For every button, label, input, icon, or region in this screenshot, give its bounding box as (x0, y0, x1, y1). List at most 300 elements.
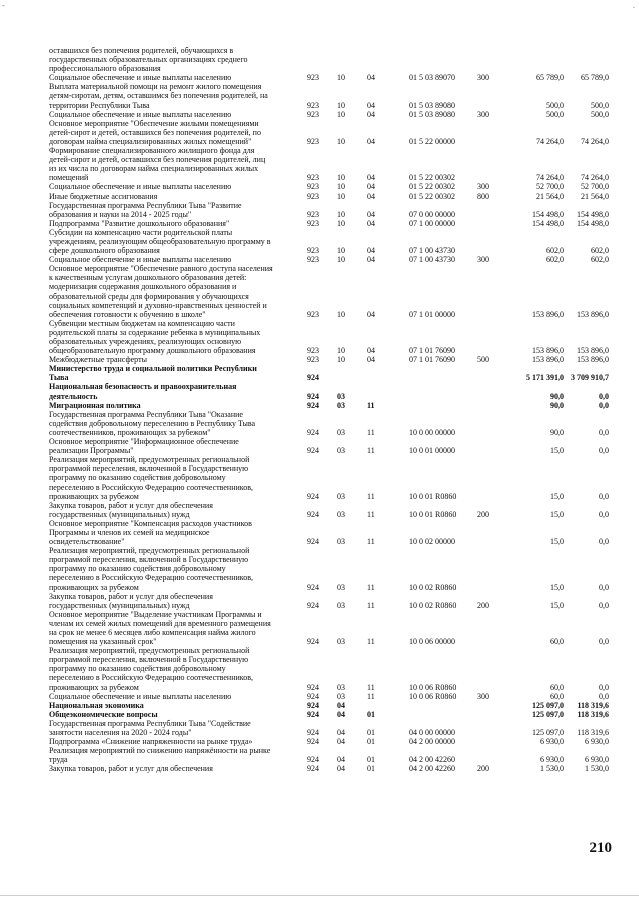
row-subsection-code: 04 (367, 109, 375, 119)
row-expense-type-code (477, 546, 509, 591)
row-expense-type-code: 300 (477, 109, 489, 119)
row-name: оставшихся без попечения родителей, обучающихся в государственных образовательных организациях среднего профессионального образования (49, 46, 248, 74)
row-amount-2: 6 930,0 (585, 755, 609, 765)
budget-table (49, 46, 609, 774)
row-ved-code: 924 (307, 400, 319, 410)
row-amount-2: 0,0 (599, 400, 609, 410)
row-amount-1: 74 264,0 (536, 173, 564, 183)
row-target-article-code: 01 5 03 89080 (409, 100, 455, 110)
row-target-article-code: 10 0 02 R0860 (409, 600, 457, 610)
row-subsection-code: 11 (367, 691, 375, 701)
row-name: Субвенции местным бюджетам на компенсацию части родительской платы за содержание ребенка в муниципальных образовательных учреждениях, реализующих основную общеобразовательную программу дошкольного образования (49, 318, 261, 356)
row-subsection-code: 04 (367, 309, 375, 319)
row-expense-type-code (477, 610, 509, 646)
row-amount-1: 153 896,0 (532, 355, 564, 365)
row-section-code: 10 (337, 191, 345, 201)
row-subsection-code: 11 (367, 600, 375, 610)
row-section-code: 10 (337, 73, 345, 83)
row-subsection-code (367, 382, 409, 400)
table-row (49, 182, 609, 191)
row-target-article-code: 10 0 00 00000 (409, 427, 455, 437)
table-row (49, 710, 609, 719)
row-amount-2: 0,0 (599, 582, 609, 592)
row-section-code: 03 (337, 446, 345, 456)
row-expense-type-code (477, 82, 509, 109)
row-section-code: 10 (337, 255, 345, 265)
row-amount-1: 60,0 (550, 691, 564, 701)
row-amount-2: 0,0 (599, 637, 609, 647)
row-ved-code: 924 (307, 691, 319, 701)
row-amount-1: 65 789,0 (536, 73, 564, 83)
table-row (49, 764, 609, 773)
table-row (49, 146, 609, 182)
row-amount-1: 60,0 (550, 682, 564, 692)
row-subsection-code: 04 (367, 73, 375, 83)
row-name: Субсидии на компенсацию части родительской платы учреждениям, реализующим общеобразовательную программу в сфере дошкольного образования (49, 227, 271, 256)
row-amount-2: 602,0 (591, 255, 609, 265)
row-name: Основное мероприятие "Компенсация расходов участников Программы и членов их семей на медицинское освидетельствование" (49, 518, 252, 547)
row-name: Закупка товаров, работ и услуг для обеспечения государственных (муниципальных) нужд (49, 500, 213, 519)
row-expense-type-code (477, 737, 509, 746)
row-target-article-code: 10 0 01 R0860 (409, 509, 457, 519)
row-name: Социальное обеспечение и иные выплаты населению (49, 182, 232, 192)
row-amount-1: 60,0 (550, 637, 564, 647)
table-row (49, 73, 609, 82)
row-ved-code: 924 (307, 491, 319, 501)
table-row (49, 501, 609, 519)
row-target-article-code: 07 1 01 00000 (409, 309, 455, 319)
row-subsection-code: 04 (367, 209, 375, 219)
row-expense-type-code (477, 119, 509, 146)
row-ved-code: 923 (307, 209, 319, 219)
row-amount-1: 15,0 (550, 537, 564, 547)
scan-corner-mark-right: . (633, 1, 635, 10)
table-row (49, 219, 609, 228)
row-target-article-code: 04 2 00 42260 (409, 764, 455, 774)
row-name: Основное мероприятие "Обеспечение равного доступа населения к качественным услугам дошкольного образования детей: модернизация содержания дошкольного образования и образовательной среды для формирования у обучающихся социальных компетенций и духовно-нравственных ценностей и обеспечения готовности к обучению в школе" (49, 264, 273, 319)
row-target-article-code: 10 0 06 00000 (409, 637, 455, 647)
row-name: Министерство труда и социальной политики Республики Тыва (49, 364, 257, 383)
row-expense-type-code: 500 (477, 355, 489, 365)
row-amount-2 (564, 46, 609, 73)
row-ved-code: 924 (307, 509, 319, 519)
row-target-article-code (409, 382, 477, 400)
row-amount-1: 15,0 (550, 582, 564, 592)
row-amount-1: 125 097,0 (532, 728, 564, 738)
row-expense-type-code (477, 319, 509, 355)
row-name: Подпрограмма "Развитие дошкольного образования" (49, 218, 230, 228)
row-name: Государственная программа Республики Тыва "Развитие образования и науки на 2014 - 2025 годы" (49, 200, 242, 219)
table-row (49, 119, 609, 146)
row-expense-type-code (477, 519, 509, 546)
row-target-article-code: 04 2 00 42260 (409, 755, 455, 765)
scan-bottom-edge (0, 895, 639, 896)
row-amount-1: 15,0 (550, 509, 564, 519)
row-target-article-code: 01 5 22 00302 (409, 182, 455, 192)
row-amount-2: 21 564,0 (581, 191, 609, 201)
row-target-article-code: 04 2 00 00000 (409, 737, 455, 747)
row-amount-2: 118 319,6 (577, 709, 609, 719)
row-expense-type-code (477, 646, 509, 691)
table-row (49, 701, 609, 710)
row-expense-type-code: 300 (477, 73, 489, 83)
row-subsection-code: 01 (367, 709, 375, 719)
row-amount-2: 0,0 (599, 537, 609, 547)
row-ved-code: 924 (307, 700, 319, 710)
row-name: Социальное обеспечение и иные выплаты населению (49, 691, 232, 701)
table-row (49, 719, 609, 737)
row-target-article-code: 01 5 22 00302 (409, 173, 455, 183)
table-row (49, 364, 609, 382)
row-amount-1: 90,0 (550, 391, 564, 401)
row-ved-code: 924 (307, 582, 319, 592)
row-name: Реализация мероприятий, предусмотренных региональной программой переселения, включенной в Государственную программу по оказанию содействия добровольному переселению в Российскую Федерацию соотечественников, проживающих за рубежом (49, 455, 254, 501)
row-ved-code: 923 (307, 109, 319, 119)
row-section-code: 04 (337, 737, 345, 747)
row-name: Закупка товаров, работ и услуг для обеспечения (49, 764, 213, 774)
row-amount-2: 500,0 (591, 100, 609, 110)
row-ved-code: 923 (307, 218, 319, 228)
row-name: Социальное обеспечение и иные выплаты населению (49, 73, 232, 83)
row-subsection-code: 11 (367, 446, 375, 456)
row-amount-2: 153 896,0 (577, 346, 609, 356)
row-amount-2: 52 700,0 (581, 182, 609, 192)
row-ved-code: 924 (307, 764, 319, 774)
row-expense-type-code (477, 455, 509, 500)
row-ved-code: 923 (307, 191, 319, 201)
row-subsection-code: 01 (367, 728, 375, 738)
row-name: Закупка товаров, работ и услуг для обеспечения государственных (муниципальных) нужд (49, 591, 213, 610)
row-expense-type-code: 200 (477, 600, 489, 610)
row-target-article-code: 07 0 00 00000 (409, 209, 455, 219)
row-section-code: 10 (337, 355, 345, 365)
row-target-article-code: 10 0 06 R0860 (409, 691, 457, 701)
row-section-code: 10 (337, 182, 345, 192)
row-amount-1: 125 097,0 (532, 700, 564, 710)
row-name: Реализация мероприятий по снижению напряжённости на рынке труда (49, 746, 271, 765)
row-target-article-code: 10 0 01 R0860 (409, 491, 457, 501)
table-row (49, 455, 609, 500)
row-ved-code: 924 (307, 682, 319, 692)
row-section-code: 03 (337, 600, 345, 610)
row-section-code: 03 (337, 509, 345, 519)
row-amount-1: 602,0 (546, 246, 564, 256)
table-row (49, 255, 609, 264)
row-expense-type-code (477, 201, 509, 219)
row-name: Общеэкономические вопросы (49, 709, 158, 719)
row-expense-type-code: 300 (477, 691, 489, 701)
row-subsection-code: 04 (367, 136, 375, 146)
row-target-article-code: 10 0 02 00000 (409, 537, 455, 547)
table-row (49, 201, 609, 219)
row-expense-type-code (477, 401, 509, 410)
row-subsection-code: 11 (367, 400, 375, 410)
row-expense-type-code: 300 (477, 255, 489, 265)
row-name: Основное мероприятие "Обеспечение жилыми помещениями детей-сирот и детей, оставшихся без попечения родителей, по договорам найма специализированных жилых помещений" (49, 118, 261, 146)
row-expense-type-code (477, 264, 509, 319)
row-ved-code: 923 (307, 100, 319, 110)
row-ved-code (307, 46, 337, 73)
table-row (49, 264, 609, 319)
row-amount-1: 500,0 (546, 100, 564, 110)
row-name: Реализация мероприятий, предусмотренных региональной программой переселения, включенной в Государственную программу по оказанию содействия добровольному переселению в Российскую Федерацию соотечественников, проживающих за рубежом (49, 646, 254, 692)
row-amount-1: 154 498,0 (532, 218, 564, 228)
row-subsection-code: 11 (367, 509, 375, 519)
table-row (49, 401, 609, 410)
table-row (49, 382, 609, 400)
row-expense-type-code (477, 437, 509, 455)
row-name: Государственная программа Республики Тыва "Оказание содействия добровольному переселению в Республику Тыва соотечественников, проживающих за рубежом" (49, 409, 256, 437)
row-section-code: 04 (337, 700, 345, 710)
table-row (49, 646, 609, 691)
table-row (49, 610, 609, 646)
row-name: Социальное обеспечение и иные выплаты населению (49, 255, 232, 265)
row-section-code: 03 (337, 491, 345, 501)
table-row (49, 319, 609, 355)
row-target-article-code (409, 364, 477, 382)
row-amount-2: 74 264,0 (581, 136, 609, 146)
row-subsection-code: 01 (367, 737, 375, 747)
table-row (49, 546, 609, 591)
row-name: Выплата материальной помощи на ремонт жилого помещения детям-сиротам, детям, оставшимся без попечения родителей, на территории Республики Тыва (49, 82, 268, 110)
row-section-code (337, 46, 367, 73)
row-amount-2: 65 789,0 (581, 73, 609, 83)
row-amount-2: 0,0 (599, 691, 609, 701)
row-ved-code: 924 (307, 391, 319, 401)
row-section-code: 04 (337, 728, 345, 738)
row-section-code: 03 (337, 637, 345, 647)
row-amount-1: 52 700,0 (536, 182, 564, 192)
row-amount-1: 15,0 (550, 446, 564, 456)
row-amount-2: 6 930,0 (585, 737, 609, 747)
row-subsection-code: 04 (367, 100, 375, 110)
row-name: Государственная программа Республики Тыва "Содействие занятости населения на 2020 - 2024 годы" (49, 718, 251, 738)
row-section-code: 10 (337, 136, 345, 146)
row-target-article-code: 01 5 22 00000 (409, 136, 455, 146)
row-subsection-code: 11 (367, 682, 375, 692)
row-expense-type-code: 800 (477, 191, 489, 201)
row-amount-1: 90,0 (550, 400, 564, 410)
row-ved-code: 924 (307, 446, 319, 456)
row-target-article-code: 01 5 03 89070 (409, 73, 455, 83)
row-target-article-code (409, 401, 477, 410)
row-amount-2: 153 896,0 (577, 309, 609, 319)
scan-corner-mark-left: - (2, 1, 5, 10)
table-row (49, 437, 609, 455)
table-row (49, 355, 609, 364)
row-section-code: 10 (337, 109, 345, 119)
row-expense-type-code (477, 719, 509, 737)
row-expense-type-code: 200 (477, 764, 489, 774)
table-row (49, 46, 609, 73)
row-ved-code: 924 (307, 637, 319, 647)
table-row (49, 192, 609, 201)
row-ved-code: 924 (307, 427, 319, 437)
row-amount-1 (509, 46, 564, 73)
table-row (49, 692, 609, 701)
row-target-article-code: 07 1 01 76090 (409, 355, 455, 365)
table-row (49, 737, 609, 746)
table-row (49, 746, 609, 764)
row-target-article-code: 10 0 06 R0860 (409, 682, 457, 692)
row-subsection-code: 04 (367, 255, 375, 265)
row-ved-code: 923 (307, 309, 319, 319)
row-amount-2: 0,0 (599, 491, 609, 501)
row-subsection-code: 11 (367, 491, 375, 501)
row-expense-type-code: 300 (477, 182, 489, 192)
row-section-code: 10 (337, 309, 345, 319)
row-expense-type-code (477, 228, 509, 255)
row-amount-1: 21 564,0 (536, 191, 564, 201)
row-amount-1: 74 264,0 (536, 136, 564, 146)
row-amount-2: 154 498,0 (577, 218, 609, 228)
row-subsection-code (367, 46, 409, 73)
table-row (49, 82, 609, 109)
row-amount-2: 0,0 (599, 427, 609, 437)
row-expense-type-code (477, 146, 509, 182)
row-amount-1: 602,0 (546, 255, 564, 265)
row-amount-2: 0,0 (599, 509, 609, 519)
budget-table-body (49, 46, 609, 774)
row-ved-code: 923 (307, 136, 319, 146)
row-section-code: 03 (337, 691, 345, 701)
row-amount-2: 500,0 (591, 109, 609, 119)
row-section-code (337, 364, 367, 382)
row-expense-type-code (477, 710, 509, 719)
row-amount-2: 602,0 (591, 246, 609, 256)
row-section-code: 10 (337, 246, 345, 256)
row-section-code: 10 (337, 173, 345, 183)
row-expense-type-code: 200 (477, 509, 489, 519)
table-row (49, 592, 609, 610)
row-ved-code: 924 (307, 709, 319, 719)
row-amount-2: 0,0 (599, 446, 609, 456)
row-ved-code: 923 (307, 346, 319, 356)
row-section-code: 03 (337, 391, 345, 401)
row-section-code: 03 (337, 682, 345, 692)
row-subsection-code: 04 (367, 218, 375, 228)
row-amount-1: 153 896,0 (532, 346, 564, 356)
row-section-code: 04 (337, 764, 345, 774)
row-amount-2: 1 530,0 (585, 764, 609, 774)
row-section-code: 04 (337, 709, 345, 719)
row-expense-type-code (477, 410, 509, 437)
row-ved-code: 924 (307, 373, 319, 383)
row-ved-code: 923 (307, 173, 319, 183)
row-target-article-code: 07 1 00 00000 (409, 218, 455, 228)
row-subsection-code: 11 (367, 427, 375, 437)
row-expense-type-code (477, 364, 509, 382)
row-ved-code: 923 (307, 246, 319, 256)
row-name: Подпрограмма «Снижение напряженности на рынке труда» (49, 737, 253, 747)
row-name: Реализация мероприятий, предусмотренных региональной программой переселения, включенной в Государственную программу по оказанию содействия добровольному переселению в Российскую Федерацию соотечественников, проживающих за рубежом (49, 546, 254, 592)
row-amount-1: 15,0 (550, 600, 564, 610)
row-name: Иные бюджетные ассигнования (49, 191, 158, 201)
row-name: Основное мероприятие "Выделение участникам Программы и членам их семей жилых помещений для временного размещения на срок не менее 6 месяцев либо компенсация найма жилого помещения на указанный срок" (49, 609, 271, 647)
row-name: Межбюджетные трансферты (49, 355, 147, 365)
row-section-code: 10 (337, 100, 345, 110)
row-amount-2: 0,0 (599, 682, 609, 692)
row-target-article-code: 01 5 22 00302 (409, 191, 455, 201)
row-subsection-code: 01 (367, 764, 375, 774)
row-section-code: 03 (337, 582, 345, 592)
row-name: Формирование специализированного жилищного фонда для детей-сирот и детей, оставшихся без попечения родителей, лиц из их числа по договорам найма специализированных жилых помещений (49, 146, 266, 183)
row-amount-1: 6 930,0 (540, 755, 564, 765)
row-section-code: 10 (337, 218, 345, 228)
row-ved-code: 924 (307, 737, 319, 747)
row-section-code: 10 (337, 346, 345, 356)
row-subsection-code: 11 (367, 582, 375, 592)
row-subsection-code: 01 (367, 755, 375, 765)
row-amount-2: 0,0 (599, 600, 609, 610)
row-amount-2: 74 264,0 (581, 173, 609, 183)
row-amount-2: 153 896,0 (577, 355, 609, 365)
row-expense-type-code (477, 701, 509, 710)
row-amount-2: 118 319,6 (577, 728, 609, 738)
row-amount-2: 118 319,6 (577, 700, 609, 710)
row-name: Миграционная политика (49, 400, 141, 410)
row-target-article-code (409, 701, 477, 710)
page-number: 210 (589, 840, 612, 856)
row-amount-1: 15,0 (550, 491, 564, 501)
table-row (49, 519, 609, 546)
row-subsection-code: 04 (367, 346, 375, 356)
row-expense-type-code (477, 46, 509, 73)
table-row (49, 110, 609, 119)
row-ved-code: 923 (307, 182, 319, 192)
row-subsection-code (367, 364, 409, 382)
row-subsection-code: 04 (367, 355, 375, 365)
row-subsection-code: 04 (367, 191, 375, 201)
row-name: Национальная безопасность и правоохранительная деятельность (49, 382, 237, 401)
row-subsection-code (367, 701, 409, 710)
row-ved-code: 923 (307, 355, 319, 365)
table-row (49, 410, 609, 437)
row-target-article-code (409, 46, 477, 73)
row-ved-code: 924 (307, 755, 319, 765)
row-target-article-code: 10 0 01 00000 (409, 446, 455, 456)
row-ved-code: 924 (307, 600, 319, 610)
table-row (49, 228, 609, 255)
row-amount-2: 154 498,0 (577, 209, 609, 219)
row-target-article-code: 04 0 00 00000 (409, 728, 455, 738)
row-amount-2: 0,0 (599, 391, 609, 401)
row-target-article-code: 01 5 03 89080 (409, 109, 455, 119)
row-name: Основное мероприятие "Информационное обеспечение реализации Программы" (49, 437, 239, 456)
row-amount-1: 6 930,0 (540, 737, 564, 747)
row-amount-1: 1 530,0 (540, 764, 564, 774)
row-target-article-code: 07 1 01 76090 (409, 346, 455, 356)
row-section-code: 10 (337, 209, 345, 219)
row-ved-code: 923 (307, 73, 319, 83)
row-subsection-code: 04 (367, 246, 375, 256)
row-expense-type-code (477, 219, 509, 228)
row-ved-code: 923 (307, 255, 319, 265)
row-amount-1: 90,0 (550, 427, 564, 437)
row-subsection-code: 04 (367, 173, 375, 183)
row-target-article-code (409, 710, 477, 719)
row-expense-type-code (477, 382, 509, 400)
row-section-code: 03 (337, 427, 345, 437)
row-amount-1: 500,0 (546, 109, 564, 119)
row-section-code: 04 (337, 755, 345, 765)
row-amount-1: 125 097,0 (532, 709, 564, 719)
row-subsection-code: 11 (367, 537, 375, 547)
row-section-code: 03 (337, 537, 345, 547)
row-subsection-code: 11 (367, 637, 375, 647)
row-amount-1: 154 498,0 (532, 209, 564, 219)
row-expense-type-code (477, 746, 509, 764)
